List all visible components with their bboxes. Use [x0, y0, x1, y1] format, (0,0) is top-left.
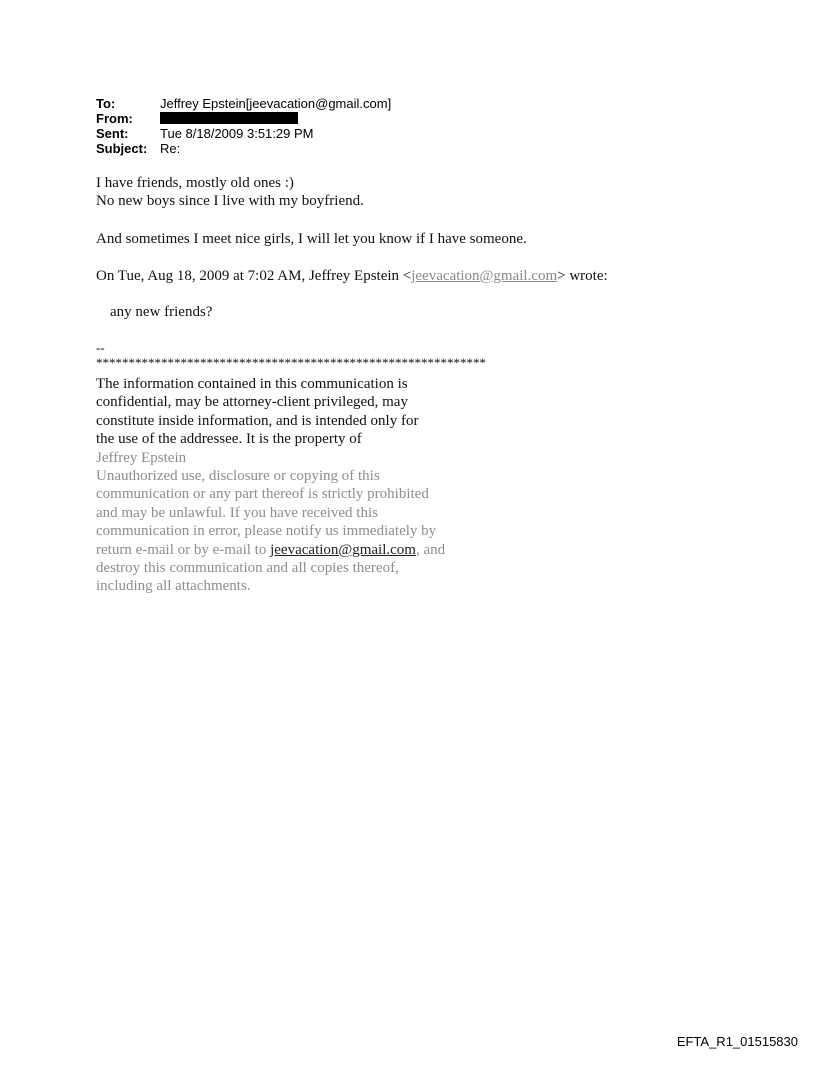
disclaimer-gray-line: destroy this communication and all copies thereof, — [96, 560, 399, 577]
quote-intro-suffix: > wrote: — [557, 268, 608, 284]
from-row — [96, 111, 391, 126]
sent-label: Sent: — [96, 126, 129, 141]
message-line-2: No new boys since I live with my boyfriend. — [96, 193, 364, 209]
disclaimer-gray-line: Unauthorized use, disclosure or copying of this — [96, 468, 380, 485]
signature-stars: ************************************************************ — [96, 355, 486, 370]
sent-value: Tue 8/18/2009 3:51:29 PM — [160, 126, 314, 141]
to-label: To: — [96, 96, 116, 111]
disclaimer-gray-line: communication or any part thereof is strictly prohibited — [96, 486, 429, 503]
email-header — [96, 96, 391, 156]
to-value: Jeffrey Epstein[jeevacation@gmail.com] — [160, 96, 392, 111]
quote-intro — [96, 267, 608, 285]
quoted-message: any new friends? — [110, 304, 213, 320]
document-id: EFTA_R1_01515830 — [676, 1034, 798, 1049]
quote-intro-email-link[interactable]: jeevacation@gmail.com — [411, 268, 558, 284]
signature-dashes: -- — [96, 340, 105, 355]
to-row — [96, 96, 391, 111]
quote-intro-prefix: On Tue, Aug 18, 2009 at 7:02 AM, Jeffrey Epstein < — [96, 268, 412, 284]
subject-value: Re: — [160, 141, 181, 156]
disclaimer-line: The information contained in this communication is — [96, 376, 408, 392]
from-label: From: — [96, 111, 133, 126]
return-email-link[interactable]: jeevacation@gmail.com — [270, 541, 416, 558]
disclaimer-gray-line: including all attachments. — [96, 578, 251, 595]
disclaimer-line: constitute inside information, and is intended only for — [96, 412, 419, 429]
disclaimer-line: the use of the addressee. It is the property of — [96, 431, 362, 448]
disclaimer-gray-line: communication in error, please notify us immediately by — [96, 523, 437, 540]
return-prefix: return e-mail or by e-mail to — [96, 541, 271, 558]
subject-label: Subject: — [96, 141, 148, 156]
disclaimer-line: confidential, may be attorney-client privileged, may — [96, 394, 408, 411]
disclaimer — [96, 375, 445, 596]
redaction-box — [160, 112, 298, 124]
message-line-1: I have friends, mostly old ones :) — [96, 175, 294, 191]
disclaimer-gray-line: and may be unlawful. If you have received this — [96, 504, 378, 521]
subject-row — [96, 141, 391, 156]
disclaimer-gray-line: Jeffrey Epstein — [96, 449, 187, 466]
message-line-3: And sometimes I meet nice girls, I will let you know if I have someone. — [96, 231, 527, 247]
return-suffix: , and — [415, 541, 446, 558]
sent-row — [96, 126, 391, 141]
disclaimer-return-line — [96, 541, 445, 559]
